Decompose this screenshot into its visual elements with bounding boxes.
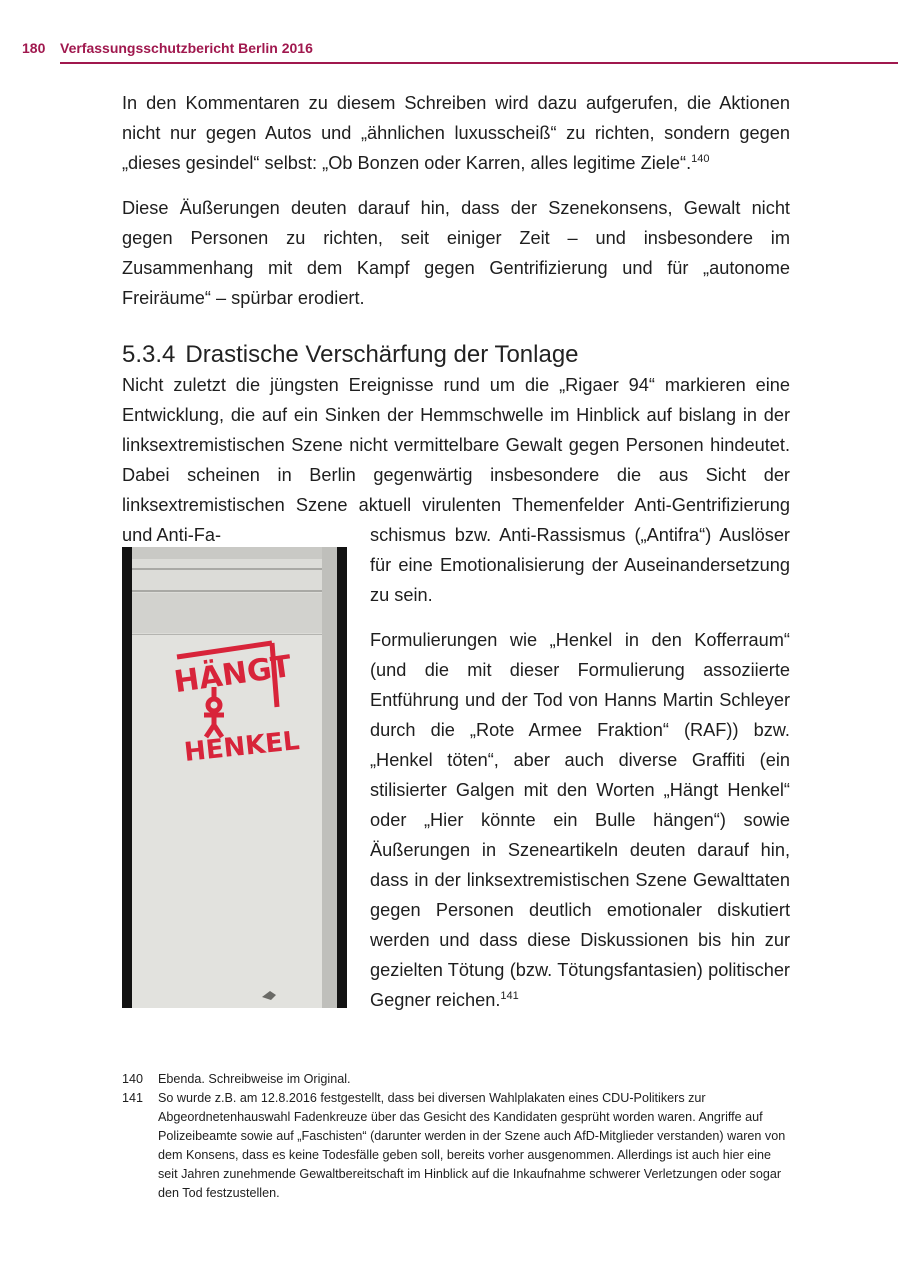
footnote-number: 140 [122,1072,144,1086]
footnote-141 [122,1089,790,1203]
page-header [22,40,898,66]
footnote-number: 141 [122,1091,144,1105]
section-number: 5.3.4 [122,341,176,368]
paragraph-2: Diese Äußerungen deuten darauf hin, dass der Szenekonsens, Gewalt nicht gegen Personen zu richten, seit einiger Zeit – und insbesondere im Zusammenhang mit dem Kampf gegen Gentrifizierung und für „autonome Freiräume“ – spürbar erodiert. [122,198,790,308]
graffiti-word-haengt: HÄNGT [172,649,294,701]
paragraph-4 [370,625,790,1015]
paragraph-4-text: Formulierungen wie „Henkel in den Kofferraum“ (und die mit dieser Formulierung assoziierte Entführung und der Tod von Hanns Martin Schleyer durch die „Rote Armee Fraktion“ (RAF)) bzw. „Henkel töten“, aber auch diverse Graffiti (ein stilisierter Galgen mit den Worten „Hängt Henkel“ oder „Hier könnte ein Bulle hängen“) sowie Äußerungen in Szeneartikeln deuten darauf hin, dass in der linksextremistischen Szene Gewalttaten gegen Personen deutlich emotionaler diskutiert werden und dass diese Diskussionen bis hin zur gezielten Tötung (bzw. Tötungsfantasien) politischer Gegner reichen. [370,630,790,1010]
footnote-ref-140[interactable]: 140 [691,152,710,165]
paragraph-3: Nicht zuletzt die jüngsten Ereignisse rund um die „Rigaer 94“ markieren eine Entwicklung, die auf ein Sinken der Hemmschwelle im Hinblick auf bislang in der linksextremistischen Szene nicht vermittelbare Gewalt gegen Personen hindeutet. Dabei scheinen in Berlin gegenwärtig insbesondere die aus Sicht der linksextremistischen Szene aktuell virulenten Themenfelder Anti-Gentrifizierung und Anti-Fa- [122,375,790,545]
paragraph-1-text: In den Kommentaren zu diesem Schreiben wird dazu aufgerufen, die Aktionen nicht nur gegen Autos und „ähnlichen luxusscheiß“ zu richten, sondern gegen „dieses gesindel“ selbst: „Ob Bonzen oder Karren, alles legitime Ziele“. [122,93,790,173]
footnote-text: So wurde z.B. am 12.8.2016 festgestellt, dass bei diversen Wahlplakaten eines CDU-Politikers zur Abgeordnetenhauswahl Fadenkreuze über das Gesicht des Kandidaten gesprüht worden waren. Angriffe auf Polizeibeamte sowie auf „Faschisten“ (darunter werden in der Szene auch AfD-Mitglieder verstanden) waren von dem Konsens, dass es keine Todesfälle geben soll, bereits vorher ausgenommen. Allerdings ist auch hier eine seit Jahren zunehmende Gewaltbereitschaft im Hinblick auf die Inkaufnahme schwerer Verletzungen oder sogar den Tod festzustellen. [158,1091,786,1200]
footnote-140 [122,1070,790,1089]
paragraph-3-continued: schismus bzw. Anti-Rassismus („Antifra“) Auslöser für eine Emotionalisierung der Auseinandersetzung zu sein. [370,525,790,605]
graffiti-word-henkel: HENKEL [182,726,302,768]
page-number: 180 [22,40,46,56]
paragraph-1 [122,88,790,178]
header-rule [60,62,898,64]
footnote-text: Ebenda. Schreibweise im Original. [158,1072,351,1086]
section-title: Drastische Verschärfung der Tonlage [185,341,579,368]
footnote-ref-141[interactable]: 141 [500,989,519,1002]
footnotes [122,1070,790,1203]
graffiti-photo [122,547,347,1008]
section-heading [122,339,579,371]
running-title: Verfassungsschutzbericht Berlin 2016 [60,40,313,56]
